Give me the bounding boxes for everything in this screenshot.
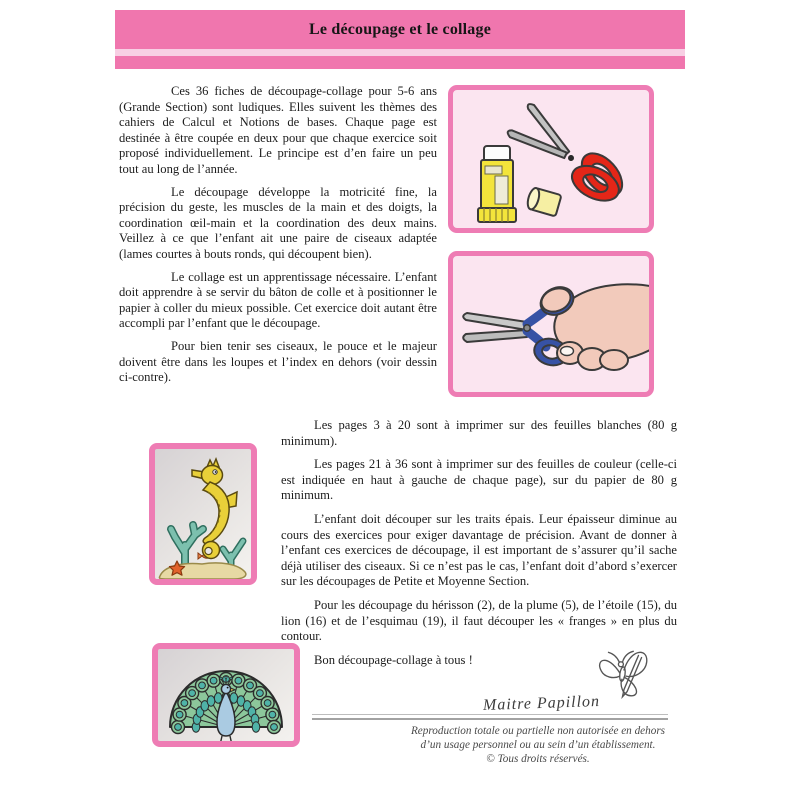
butterfly-with-pencil-icon xyxy=(593,641,655,703)
sand-mound xyxy=(159,563,245,579)
footer-line-1: Reproduction totale ou partielle non autorisée en dehors xyxy=(410,725,666,737)
header-title-band xyxy=(115,10,685,49)
body-paragraph-3: L’enfant doit découper sur les traits épais. Leur épaisseur diminue au cours des exercices pour exiger davantage de précision. Avant de donner à l’enfant ces exercices de découpage, il est important de s’assurer qu’il sache déjà utiliser des ciseaux. Si ce n’est pas le cas, l’enfant doit d’abord s’exercer sur les découpages de Petite et Moyenne Section. xyxy=(281,511,677,589)
photo-frame-peacock xyxy=(152,643,300,747)
header-banner xyxy=(115,10,685,69)
header-stripe xyxy=(115,49,685,56)
intro-paragraph-3: Le collage est un apprentissage nécessaire. L’enfant doit apprendre à se servir du bâton de colle et à positionner le papier à coller du mieux possible. Cet exercice doit autant être accompli par l’enfant que le découpage. xyxy=(119,269,437,331)
footer-copyright xyxy=(390,724,686,766)
illustration-panel-hand-scissors xyxy=(448,251,654,397)
photo-frame-seahorse xyxy=(149,443,257,585)
intro-paragraph-4: Pour bien tenir ses ciseaux, le pouce et le majeur doivent être dans les loupes et l’index en dehors (voir dessin ci-contre). xyxy=(119,338,437,385)
intro-paragraph-1: Ces 36 fiches de découpage-collage pour 5-6 ans (Grande Section) sont ludiques. Elles suivent les thèmes des cahiers de Calcul et Notions de bases. Chaque page est destinée à être coupée en deux pour que chaque exercice soit proposé individuellement. Le principe est d’en faire un peu tout au long de l’année. xyxy=(119,84,437,176)
closing-line: Bon découpage-collage à tous ! xyxy=(314,652,473,667)
body-paragraph-2: Les pages 21 à 36 sont à imprimer sur des feuilles de couleur (celle-ci est indiquée en haut à gauche de chaque page), sur du papier de 80 g minimum. xyxy=(281,457,677,503)
body-paragraph-1: Les pages 3 à 20 sont à imprimer sur des feuilles blanches (80 g minimum). xyxy=(281,418,677,448)
hand-scissors-illustration xyxy=(453,256,649,392)
glue-stick-icon xyxy=(478,146,561,222)
footer-line-2: d’un usage personnel ou au sein d’un établissement. xyxy=(420,739,656,751)
peacock-illustration xyxy=(158,649,294,741)
tail-curl xyxy=(205,547,212,554)
signature-block xyxy=(483,641,655,717)
footer-divider xyxy=(312,714,668,720)
footer-line-3: © Tous droits réservés. xyxy=(486,753,590,765)
seahorse-pupil xyxy=(215,471,217,473)
signature-text: Maitre Papillon xyxy=(482,692,601,715)
seahorse-illustration xyxy=(155,449,251,579)
illustration-panel-scissors-glue xyxy=(448,85,654,233)
header-lower-band xyxy=(115,56,685,69)
body-text-column xyxy=(281,418,677,676)
intro-paragraph-2: Le découpage développe la motricité fine, la précision du geste, les muscles de la main et des doigts, la coordination œil-main et la coordination des deux mains. Veillez à ce que l’enfant ait une paire de ciseaux adaptée (lames courtes à bouts ronds, qui découpent bien). xyxy=(119,184,437,261)
page-title: Le découpage et le collage xyxy=(308,20,492,38)
scissors-glue-illustration xyxy=(453,90,649,228)
body-paragraph-4: Pour les découpage du hérisson (2), de la plume (5), de l’étoile (15), du lion (16) et de l’esquimau (19), il faut découper les « franges » en plus du contour. xyxy=(281,597,677,644)
intro-text-column xyxy=(119,84,437,393)
